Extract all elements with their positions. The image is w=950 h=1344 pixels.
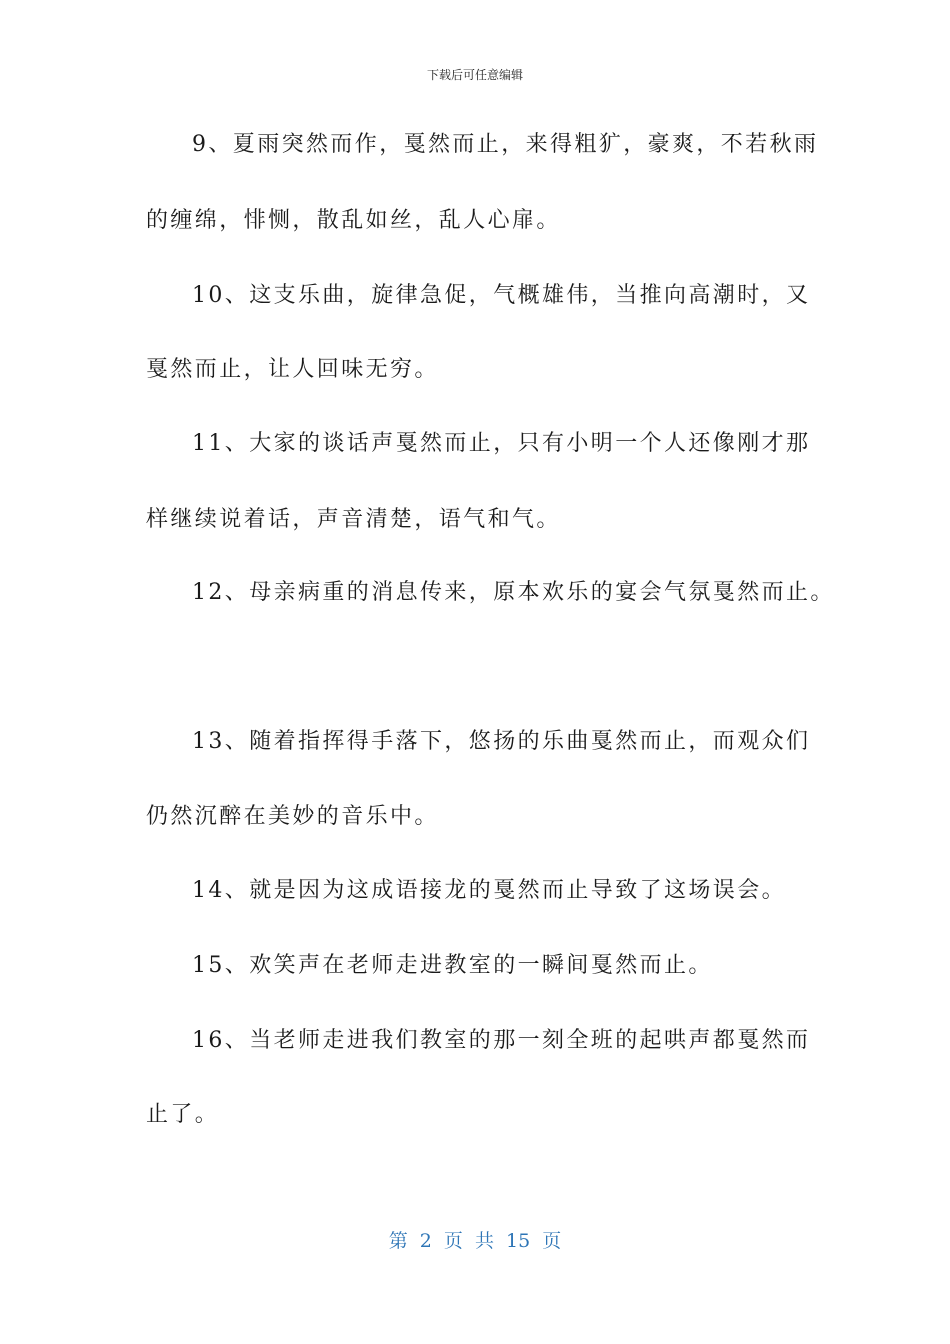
paragraph-12-line-1: 12、母亲病重的消息传来，原本欢乐的宴会气氛戛然而止。 (192, 580, 835, 605)
page-header: 下载后可任意编辑 (426, 68, 523, 82)
paragraph-9-line-2: 的缠绵，悱恻，散乱如丝，乱人心扉。 (146, 208, 561, 233)
paragraph-11-line-2: 样继续说着话，声音清楚，语气和气。 (146, 507, 561, 532)
paragraph-13-line-2: 仍然沉醉在美妙的音乐中。 (146, 804, 439, 829)
paragraph-16-line-2: 止了。 (146, 1102, 220, 1127)
paragraph-14-line-1: 14、就是因为这成语接龙的戛然而止导致了这场误会。 (192, 878, 786, 903)
paragraph-13-line-1: 13、随着指挥得手落下，悠扬的乐曲戛然而止，而观众们 (192, 729, 811, 754)
page-footer: 第 2 页 共 15 页 (388, 1230, 562, 1252)
paragraph-15-line-1: 15、欢笑声在老师走进教室的一瞬间戛然而止。 (192, 953, 713, 978)
paragraph-9-line-1: 9、夏雨突然而作，戛然而止，来得粗犷，豪爽，不若秋雨 (192, 132, 819, 157)
paragraph-10-line-1: 10、这支乐曲，旋律急促，气概雄伟，当推向高潮时，又 (192, 283, 811, 308)
paragraph-16-line-1: 16、当老师走进我们教室的那一刻全班的起哄声都戛然而 (192, 1028, 811, 1053)
paragraph-10-line-2: 戛然而止，让人回味无穷。 (146, 357, 439, 382)
paragraph-11-line-1: 11、大家的谈话声戛然而止，只有小明一个人还像刚才那 (192, 431, 811, 456)
